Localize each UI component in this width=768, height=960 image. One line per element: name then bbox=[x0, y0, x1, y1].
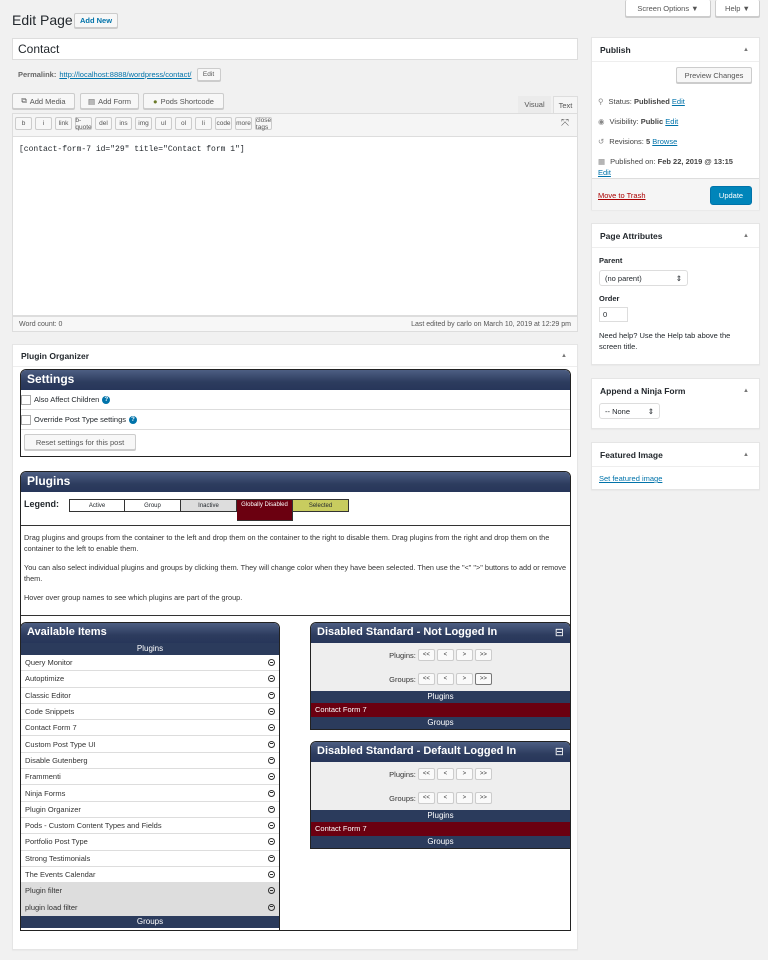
override-checkbox[interactable] bbox=[21, 415, 31, 425]
move-left-button[interactable]: < bbox=[437, 792, 454, 804]
permalink-label: Permalink: bbox=[18, 70, 57, 79]
fullscreen-icon[interactable]: ⤧ bbox=[561, 118, 569, 129]
quicktag-li-button[interactable]: li bbox=[195, 117, 212, 130]
affect-children-checkbox[interactable] bbox=[21, 395, 31, 405]
collapse-icon[interactable]: ▲ bbox=[743, 232, 749, 239]
quicktag-link-button[interactable]: link bbox=[55, 117, 72, 130]
user-icon[interactable] bbox=[268, 724, 275, 731]
preview-changes-button[interactable]: Preview Changes bbox=[676, 67, 752, 83]
available-items-panel bbox=[20, 622, 280, 931]
quicktag-code-button[interactable]: code bbox=[215, 117, 232, 130]
legend-selected: Selected bbox=[293, 499, 349, 512]
help-text-2: You can also select individual plugins and groups by clicking them. They will change color when they have been selected. Then use the "<" ">" buttons to add or remove them. bbox=[24, 563, 567, 583]
quicktag-close-tags-button[interactable]: close tags bbox=[255, 116, 272, 131]
plugin-organizer-title: Plugin Organizer bbox=[21, 350, 90, 361]
disabled-plugin-item[interactable]: Contact Form 7 bbox=[311, 703, 570, 717]
edit-visibility-link[interactable]: Edit bbox=[665, 117, 679, 126]
user-icon[interactable] bbox=[268, 692, 275, 699]
add-new-button[interactable]: Add New bbox=[74, 13, 118, 28]
pods-icon: ● bbox=[153, 96, 158, 106]
disabled-plugin-item[interactable]: Contact Form 7 bbox=[311, 822, 570, 836]
collapse-icon[interactable]: ▲ bbox=[743, 46, 749, 53]
plugins-title: Plugins bbox=[21, 472, 570, 492]
user-icon[interactable] bbox=[268, 757, 275, 764]
move-all-left-button[interactable]: << bbox=[418, 792, 435, 804]
permalink-link[interactable]: http://localhost:8888/wordpress/contact/ bbox=[59, 70, 192, 79]
disabled-not-logged-in-panel: Disabled Standard - Not Logged In ⊟ Plugins: << < > >> Groups: << < > >> Plugins Contact Form 7 Groups bbox=[310, 622, 571, 730]
quicktag-ul-button[interactable]: ul bbox=[155, 117, 172, 130]
edit-date-link[interactable]: Edit bbox=[598, 168, 611, 177]
help-icon[interactable]: ? bbox=[102, 396, 110, 404]
collapse-icon[interactable]: ▲ bbox=[743, 388, 749, 394]
plugin-list-item[interactable]: Plugin Organizer bbox=[21, 802, 279, 818]
disabled-logged-in-panel: Disabled Standard - Default Logged In ⊟ Plugins: << < > >> Groups: << < > >> Plugins Contact Form 7 Groups bbox=[310, 741, 571, 849]
tab-visual[interactable]: Visual bbox=[518, 96, 551, 113]
reset-settings-button[interactable]: Reset settings for this post bbox=[24, 434, 136, 450]
set-featured-image-link[interactable]: Set featured image bbox=[599, 474, 663, 483]
help-icon[interactable]: ? bbox=[129, 416, 137, 424]
quicktag-b-button[interactable]: b bbox=[15, 117, 32, 130]
quicktag-more-button[interactable]: more bbox=[235, 117, 252, 130]
plugin-list-item[interactable]: Ninja Forms bbox=[21, 785, 279, 801]
media-icon: ⧉ bbox=[21, 96, 27, 105]
move-right-button[interactable]: > bbox=[456, 768, 473, 780]
legend-label: Legend: bbox=[24, 499, 59, 509]
order-input[interactable]: 0 bbox=[599, 307, 628, 322]
plugin-list-item[interactable]: Disable Gutenberg bbox=[21, 753, 279, 769]
publish-box: Publish ▲ Preview Changes ⚲ Status: Published Edit ◉ Visibility: Public Edit ↺ Revisions: 5 Browse ▦ Published on: Feb 22, 2019 @ 13:15 Edit Move to Trash Update bbox=[591, 37, 760, 210]
plugin-list-item[interactable]: Pods - Custom Content Types and Fields bbox=[21, 818, 279, 834]
user-icon[interactable] bbox=[268, 806, 275, 813]
plugin-list-item[interactable]: Code Snippets bbox=[21, 704, 279, 720]
quicktag-b-quote-button[interactable]: b-quote bbox=[75, 116, 92, 131]
page-attributes-box: Page Attributes ▲ Parent (no parent) ⇕ Order 0 Need help? Use the Help tab above the screen title. bbox=[591, 223, 760, 365]
user-icon[interactable] bbox=[268, 904, 275, 911]
plugin-list-item[interactable]: Plugin filter bbox=[21, 883, 279, 899]
move-all-right-button[interactable]: >> bbox=[475, 792, 492, 804]
legend-active: Active bbox=[69, 499, 125, 512]
move-all-right-button[interactable]: >> bbox=[475, 673, 492, 685]
settings-panel: Settings Also Affect Children ? Override Post Type settings ? Reset settings for this post bbox=[20, 369, 571, 457]
plugin-list-item[interactable]: Frammenti bbox=[21, 769, 279, 785]
plugin-list-item[interactable]: Strong Testimonials bbox=[21, 851, 279, 867]
user-icon[interactable] bbox=[268, 659, 275, 666]
quicktag-del-button[interactable]: del bbox=[95, 117, 112, 130]
plugin-list-item[interactable]: Contact Form 7 bbox=[21, 720, 279, 736]
help-text: Need help? Use the Help tab above the screen title. bbox=[599, 331, 731, 351]
last-edited: Last edited by carlo on March 10, 2019 at 12:29 pm bbox=[411, 320, 571, 328]
quicktag-i-button[interactable]: i bbox=[35, 117, 52, 130]
plugin-list-item[interactable]: The Events Calendar bbox=[21, 867, 279, 883]
user-icon[interactable] bbox=[268, 887, 275, 894]
move-right-button[interactable]: > bbox=[456, 792, 473, 804]
user-icon[interactable] bbox=[268, 838, 275, 845]
ninja-form-box: Append a Ninja Form ▲ -- None ⇕ bbox=[591, 378, 760, 429]
update-button[interactable]: Update bbox=[710, 186, 752, 205]
featured-image-box: Featured Image ▲ Set featured image bbox=[591, 442, 760, 490]
move-all-left-button[interactable]: << bbox=[418, 768, 435, 780]
collapse-icon[interactable]: ⊟ bbox=[554, 746, 564, 758]
available-items-title: Available Items bbox=[21, 623, 279, 643]
page-title: Edit Page bbox=[12, 12, 73, 28]
legend-globally-disabled: Globally Disabled bbox=[237, 499, 293, 521]
pods-shortcode-button[interactable]: ● Pods Shortcode bbox=[143, 93, 224, 109]
form-icon: ▤ bbox=[87, 96, 96, 106]
user-icon[interactable] bbox=[268, 855, 275, 862]
browse-revisions-link[interactable]: Browse bbox=[652, 137, 678, 146]
edit-status-link[interactable]: Edit bbox=[671, 97, 685, 106]
eye-icon: ◉ bbox=[598, 117, 605, 126]
move-all-right-button[interactable]: >> bbox=[475, 649, 492, 661]
content-textarea[interactable]: [contact-form-7 id="29" title="Contact form 1"] bbox=[12, 136, 578, 316]
user-icon[interactable] bbox=[268, 708, 275, 715]
legend-inactive: Inactive bbox=[181, 499, 237, 512]
add-form-button[interactable]: ▤ Add Form bbox=[80, 93, 139, 109]
move-to-trash-link[interactable]: Move to Trash bbox=[598, 191, 646, 200]
collapse-icon[interactable]: ⊟ bbox=[554, 627, 564, 639]
plugin-list-item[interactable]: Classic Editor bbox=[21, 688, 279, 704]
user-icon[interactable] bbox=[268, 790, 275, 797]
word-count: Word count: 0 bbox=[19, 320, 63, 328]
tab-text[interactable]: Text bbox=[553, 96, 578, 114]
move-right-button[interactable]: > bbox=[456, 673, 473, 685]
user-icon[interactable] bbox=[268, 871, 275, 878]
permalink-edit-button[interactable]: Edit bbox=[197, 68, 221, 81]
calendar-icon: ▦ bbox=[598, 157, 606, 166]
plugin-list-item[interactable]: Autoptimize bbox=[21, 671, 279, 687]
select-arrows-icon: ⇕ bbox=[647, 407, 654, 416]
move-right-button[interactable]: > bbox=[456, 649, 473, 661]
move-left-button[interactable]: < bbox=[437, 673, 454, 685]
user-icon[interactable] bbox=[268, 741, 275, 748]
help-text-1: Drag plugins and groups from the container to the left and drop them on the container to the right to disable them. Drag plugins from the right and drop them on the container to the left to enable them. bbox=[24, 533, 550, 553]
legend-group: Group bbox=[125, 499, 181, 512]
move-left-button[interactable]: < bbox=[437, 768, 454, 780]
groups-strip: Groups bbox=[21, 916, 279, 928]
quicktag-ins-button[interactable]: ins bbox=[115, 117, 132, 130]
settings-title: Settings bbox=[21, 370, 570, 390]
pin-icon: ⚲ bbox=[598, 97, 604, 106]
move-left-button[interactable]: < bbox=[437, 649, 454, 661]
quicktag-img-button[interactable]: img bbox=[135, 117, 152, 130]
title-input[interactable]: Contact bbox=[12, 38, 578, 60]
available-plugins-list bbox=[21, 655, 279, 916]
plugin-list-item[interactable]: Custom Post Type UI bbox=[21, 736, 279, 752]
user-icon[interactable] bbox=[268, 773, 275, 780]
parent-select[interactable]: (no parent) ⇕ bbox=[599, 270, 688, 286]
move-all-left-button[interactable]: << bbox=[418, 649, 435, 661]
screen-options-button[interactable]: Screen Options ▼ bbox=[625, 0, 711, 17]
add-media-button[interactable]: ⧉ Add Media bbox=[12, 93, 75, 109]
help-button[interactable]: Help ▼ bbox=[715, 0, 760, 17]
plugins-strip: Plugins bbox=[21, 643, 279, 655]
revisions-icon: ↺ bbox=[598, 137, 605, 146]
collapse-icon[interactable]: ▲ bbox=[561, 352, 567, 359]
select-arrows-icon: ⇕ bbox=[675, 274, 682, 283]
quicktags-toolbar bbox=[15, 117, 272, 130]
user-icon[interactable] bbox=[268, 675, 275, 682]
quicktag-ol-button[interactable]: ol bbox=[175, 117, 192, 130]
move-all-left-button[interactable]: << bbox=[418, 673, 435, 685]
plugin-list-item[interactable]: plugin load filter bbox=[21, 899, 279, 915]
plugin-list-item[interactable]: Portfolio Post Type bbox=[21, 834, 279, 850]
collapse-icon[interactable]: ▲ bbox=[743, 451, 749, 458]
plugin-list-item[interactable]: Query Monitor bbox=[21, 655, 279, 671]
ninja-form-select[interactable]: -- None ⇕ bbox=[599, 403, 660, 419]
help-text-3: Hover over group names to see which plugins are part of the group. bbox=[24, 593, 243, 602]
move-all-right-button[interactable]: >> bbox=[475, 768, 492, 780]
user-icon[interactable] bbox=[268, 822, 275, 829]
